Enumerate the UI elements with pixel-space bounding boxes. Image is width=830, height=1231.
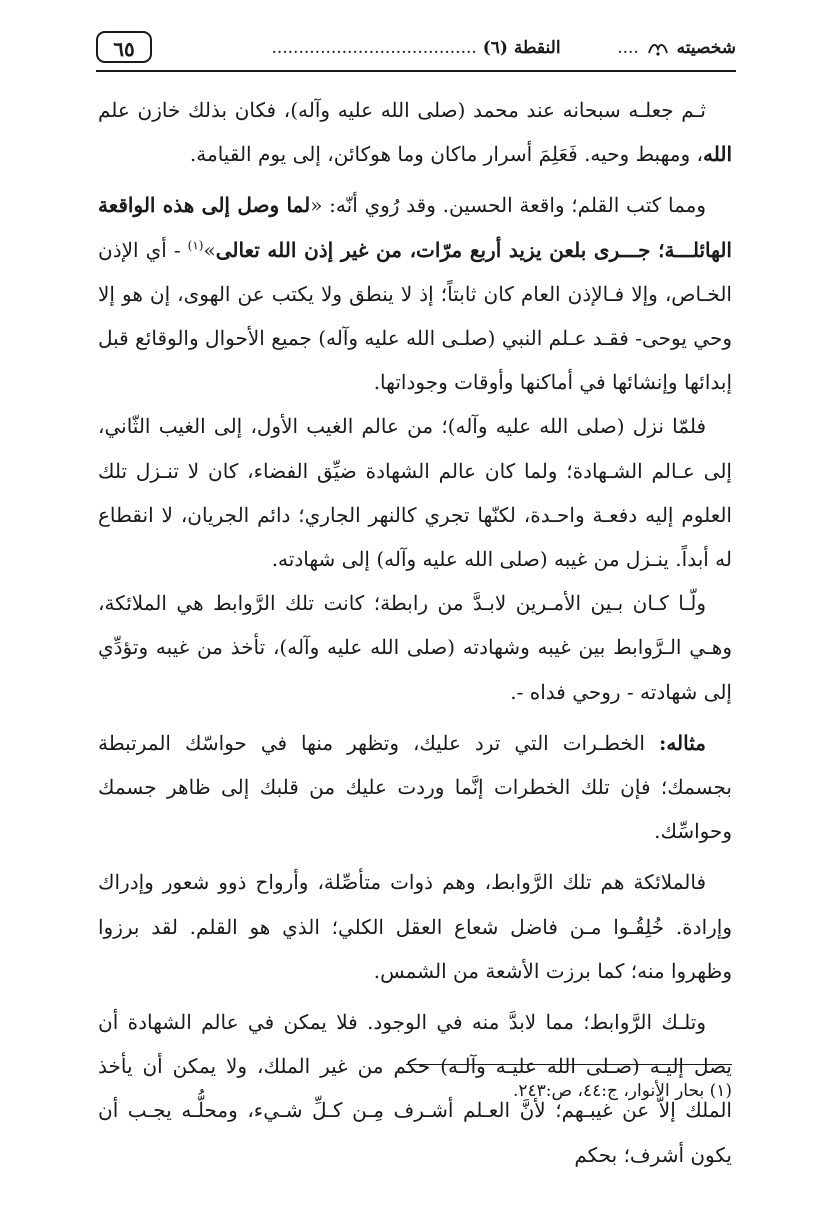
quoted-narration: لما وصل إلى هذه الواقعة الهائلـــة؛ جـــرى بلعن يزيد أربع مرّات، من غير إذن الله تعالى: [98, 193, 732, 262]
paragraph: ثـم جعلـه سبحانه عند محمد (صلى الله عليه وآله)، فكان بذلك خازن علم الله، ومهبط وحيه. فَعَلِمَ أسرار ماكان وما هوكائن، إلى يوم القيامة.: [98, 98, 732, 167]
main-text: [98, 88, 732, 1177]
footnote: (١) بحار الأنوار، ج:٤٤، ص:٢٤٣.: [512, 1081, 732, 1101]
title-dots: ....: [617, 38, 639, 58]
chapter-title: النقطة (٦): [482, 38, 561, 58]
book-title: شخصيته: [676, 38, 736, 58]
chapter-heading: [96, 38, 736, 58]
paragraph: ولّـا كـان بـين الأمـرين لابـدَّ من رابطة؛ كانت تلك الرَّوابط هي الملائكة، وهـي الـرَّوابط بين غيبه وشهادته (صلى الله عليه وآله)، تأخذ من غيبه وتؤدِّي إلى شهادته - روحي فداه -.: [98, 591, 732, 704]
paragraph: فلمّا نزل (صلى الله عليه وآله)؛ من عالم الغيب الأول، إلى الغيب الثّاني، إلى عـالم الشـهادة؛ ولما كان عالم الشهادة ضيِّق الفضاء، كان لا تنـزل تلك العلوم إليه دفعـة واحـدة، لكنّها تجري كالنهر الجاري؛ دائم الجريان، لا انقطاع له أبداً. ينـزل من غيبه (صلى الله عليه وآله) إلى شهادته.: [98, 414, 732, 572]
footnote-marker: (١): [187, 237, 204, 252]
header-rule: [96, 70, 736, 72]
chapter-dots: ......................................: [271, 38, 477, 58]
paragraph: مثاله: الخطـرات التي ترد عليك، وتظهر منها في حواسّك المرتبطة بجسمك؛ فإن تلك الخطرات إنَّما وردت عليك من قلبك إلى ظاهر جسمك وحواسِّك.: [98, 730, 732, 844]
running-header: [96, 26, 736, 76]
paragraph: ومما كتب القلم؛ واقعة الحسين. وقد رُوي أنّه: «لما وصل إلى هذه الواقعة الهائلـــة؛ جـــرى بلعن يزيد أربع مرّات، من غير إذن الله تعالى»$^{(١)}$ - أي الإذن الخـاص، وإلا فـالإذن العام كان ثابتاً؛ إذ لا ينطق ولا يكتب عن الهوى، إن هو إلا وحي يوحى- فقـد عـلم النبي (صلـى الله عليه وآله) جميع الأحوال والوقائع قبل إبدائها وإنشائها في أماكنها وأوقات وجوداتها.: [98, 193, 732, 395]
paragraph: وتلـك الرَّوابط؛ مما لابدَّ منه في الوجود. فلا يمكن في عالم الشهادة أن يصل إليـه (صـلى الله عليـه وآلـه) حكم من غير الملك، ولا يمكن أن يأخذ الملك إلاّ عن غيبـهم؛ لأنَّ العـلم أشـرف مِـن كـلِّ شـيء، ومحلُّـه يجـب أن يكون أشرف؛ بحكم: [98, 1010, 732, 1167]
page-number: ٦٥: [96, 31, 152, 63]
example-label: مثاله:: [658, 730, 706, 755]
paragraph: فالملائكة هم تلك الرَّوابط، وهم ذوات متأصِّلة، وأرواح ذوو شعور وإدراك وإرادة. خُلِقُـوا مـن فاضل شعاع العقل الكلي؛ الذي هو القلم. لقد برزوا وظهروا منه؛ كما برزت الأشعة من الشمس.: [98, 870, 732, 983]
footnote-rule: [406, 1064, 732, 1065]
